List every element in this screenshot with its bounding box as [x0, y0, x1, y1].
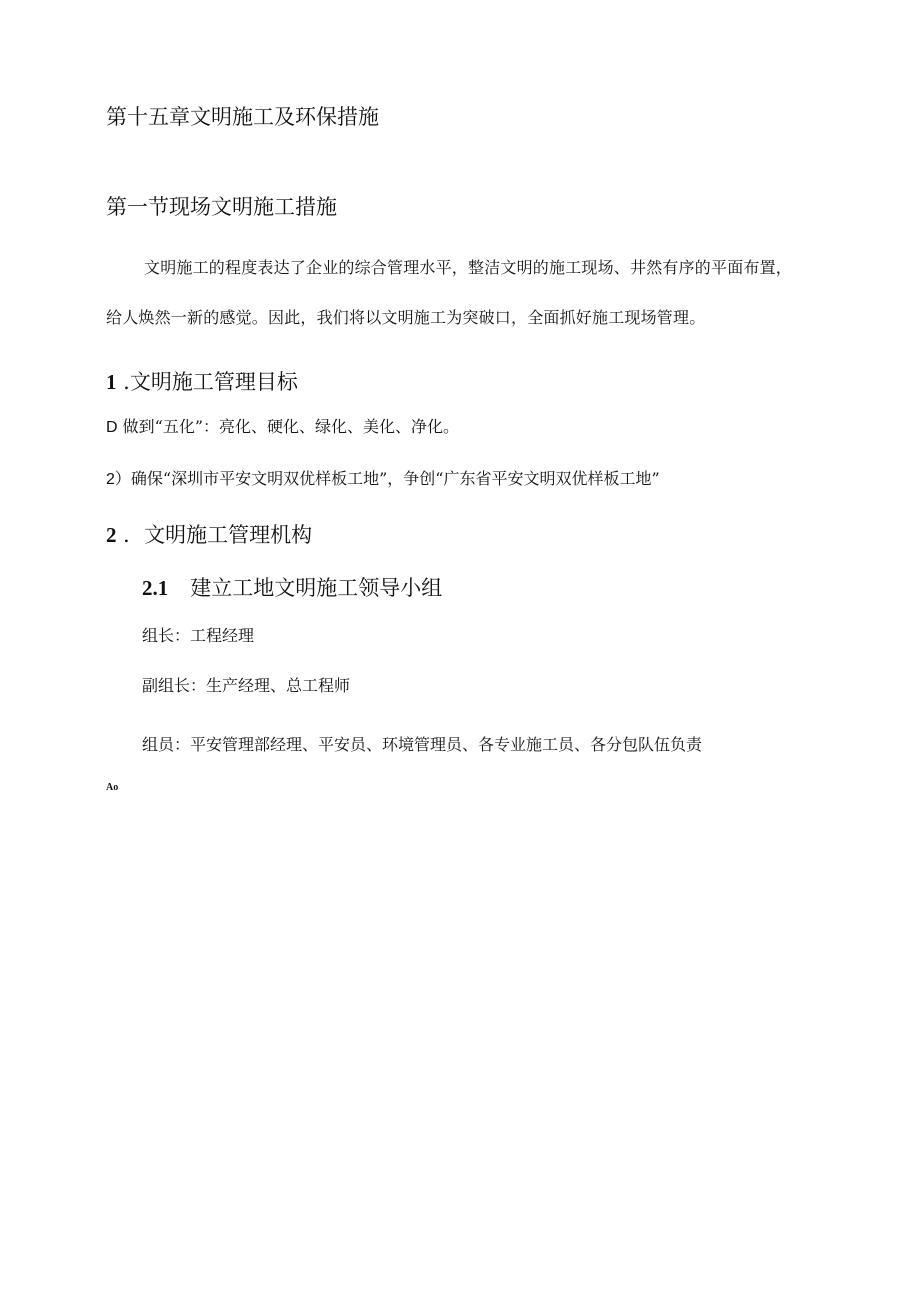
intro-paragraph-line-1: 文明施工的程度表达了企业的综合管理水平，整洁文明的施工现场、井然有序的平面布置， [144, 258, 793, 277]
goal-item-2 [106, 466, 660, 489]
trailing-text: Ao [106, 782, 119, 793]
heading-number: 2 [106, 523, 117, 547]
subheading-leading-group [142, 572, 442, 602]
section-title: 第一节现场文明施工措施 [106, 195, 337, 219]
heading-management-organization [106, 519, 312, 549]
subheading-text: 建立工地文明施工领导小组 [190, 576, 443, 600]
member-item-deputy-leader: 副组长：生产经理、总工程师 [142, 676, 351, 695]
heading-management-goals [106, 366, 298, 396]
member-item-members: 组员：平安管理部经理、平安员、环境管理员、各专业施工员、各分包队伍负责 [142, 735, 703, 754]
goal-item-1 [106, 414, 459, 437]
goal-marker: D [106, 419, 118, 436]
chapter-title: 第十五章文明施工及环保措施 [106, 105, 379, 129]
goal-marker: 2） [106, 471, 131, 488]
goal-text: 确保“深圳市平安文明双优样板工地”，争创“广东省平安文明双优样板工地” [130, 469, 660, 488]
subheading-number: 2.1 [142, 576, 169, 600]
intro-paragraph-line-2: 给人焕然一新的感觉。因此，我们将以文明施工为突破口，全面抓好施工现场管理。 [106, 308, 706, 327]
heading-text: ．文明施工管理机构 [116, 523, 313, 547]
heading-text: .文明施工管理目标 [116, 370, 298, 394]
heading-number: 1 [106, 370, 117, 394]
member-item-leader: 组长：工程经理 [142, 626, 255, 645]
goal-text: 做到“五化”：亮化、硬化、绿化、美化、净化。 [117, 417, 460, 436]
